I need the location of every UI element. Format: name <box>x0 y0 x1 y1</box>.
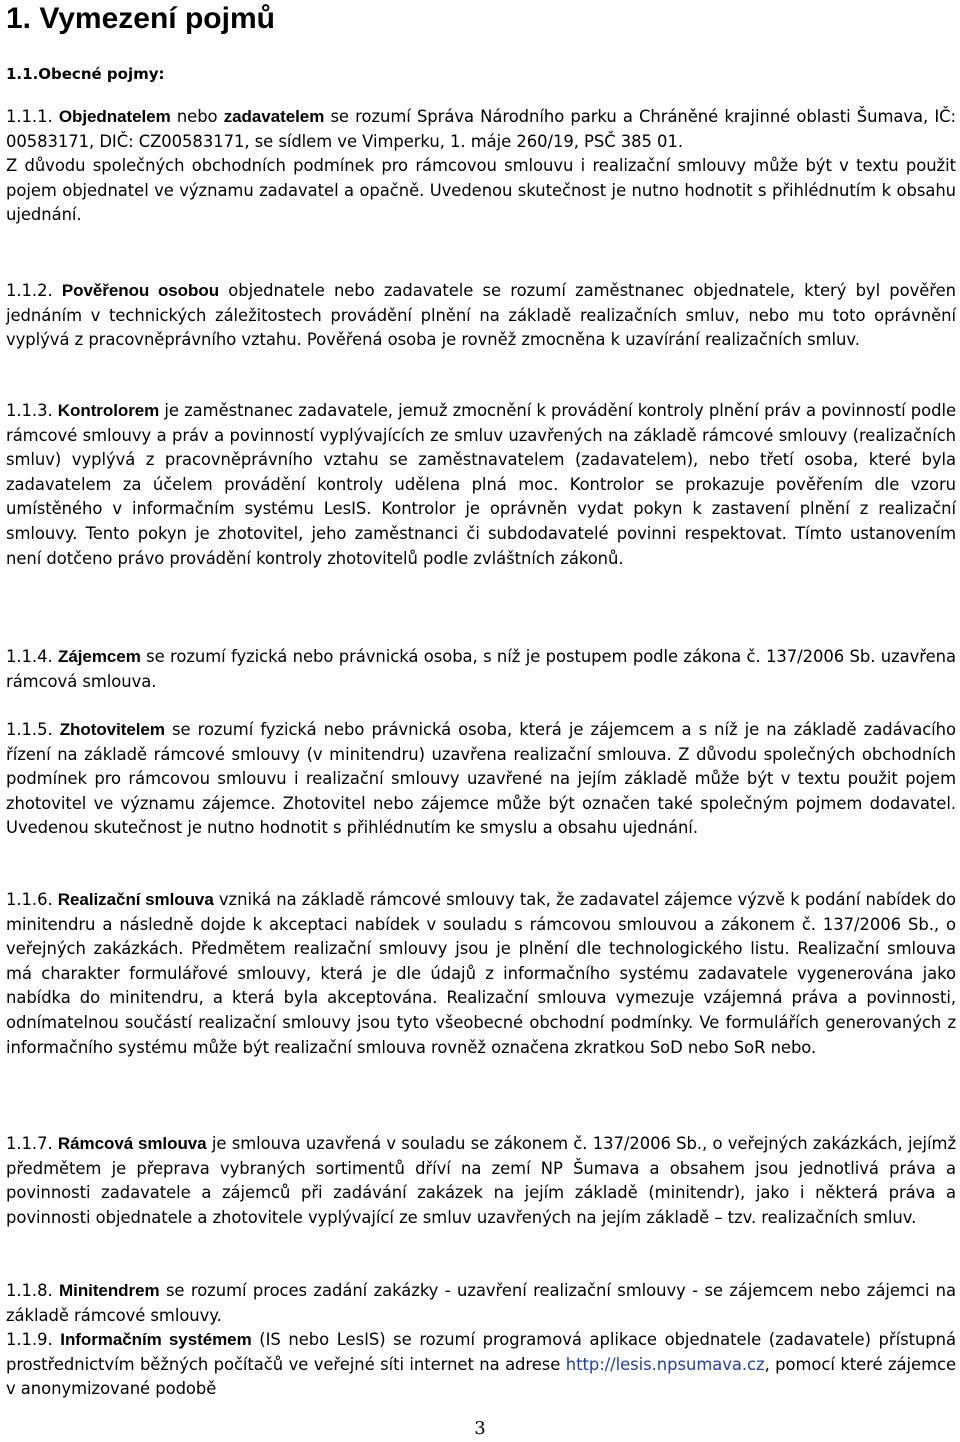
text: se rozumí proces zadání zakázky - uzavření realizační smlouvy - se zájemcem nebo zájemci na základě rámcové smlouvy. <box>6 1281 956 1325</box>
term-poverena-osoba: Pověřenou osobou <box>61 281 220 300</box>
definition-realizacni-smlouva <box>6 888 956 1060</box>
subsection-heading: 1.1.Obecné pojmy: <box>6 65 165 83</box>
text: se rozumí Správa Národního parku a Chráněné krajinné oblasti Šumava, IČ: 00583171, DIČ: CZ00583171, se sídlem ve Vimperku, 1. máje 260/19, PSČ 385 01. <box>6 107 956 151</box>
term-zadavatel: zadavatelem <box>223 107 325 126</box>
lesis-link[interactable]: http://lesis.npsumava.cz <box>565 1354 765 1374</box>
text: se rozumí fyzická nebo právnická osoba, která je zájemcem a s níž je na základě zadávacího řízení na základě rámcové smlouvy (v minitendru) uzavřena realizační smlouva. Z důvodu společných obchodních podmínek pro rámcovou smlouvu i realizační smlouvy uzavřené na jejím základě může být v textu použit pojem zhotovitel ve významu zájemce. Zhotovitel nebo zájemce může být označen také společným pojmem dodavatel. Uvedenou skutečnost je nutno hodnotit s přihlédnutím ke smyslu a obsahu ujednání. <box>6 720 956 838</box>
text: se rozumí fyzická nebo právnická osoba, s níž je postupem podle zákona č. 137/2006 Sb. uzavřena rámcová smlouva. <box>6 647 956 691</box>
definition-objednatel <box>6 105 956 228</box>
clause-number: 1.1.2. <box>6 281 53 300</box>
clause-number: 1.1.3. <box>6 401 53 420</box>
section-heading: 1. Vymezení pojmů <box>6 2 275 35</box>
text: (IS nebo LesIS) se rozumí programová aplikace objednatele (zadavatele) přístupná prostřednictvím běžných počítačů ve veřejné síti internet na adrese <box>6 1330 956 1374</box>
clause-number: 1.1.5. <box>6 720 53 739</box>
term-zajemce: Zájemcem <box>58 647 141 666</box>
text: je zaměstnanec zadavatele, jemuž zmocnění k provádění kontroly plnění práv a povinností podle rámcové smlouvy a práv a povinností vyplývajících ze smluv uzavřených na základě rámcové smlouvy (realizačních smluv) vyplývá z pracovněprávního vztahu se zaměstnavatelem (zadavatelem), nebo třetí osoba, které byla zadavatelem za účelem provádění kontroly udělena plná moc. Kontrolor se prokazuje pověřením dle vzoru umístěného v informačním systému LesIS. Kontrolor je oprávněn vydat pokyn k zastavení plnění z realizační smlouvy. Tento pokyn je zhotovitel, jeho zaměstnanci či subdodavatelé povinni respektovat. Tímto ustanovením není dotčeno právo provádění kontroly zhotovitelů podle zvláštních zákonů. <box>6 401 956 568</box>
term-objednatel: Objednatelem <box>58 107 171 126</box>
page-number: 3 <box>474 1418 486 1439</box>
text: , pomocí které zájemce v anonymizované podobě <box>6 1354 956 1399</box>
term-zhotovitel: Zhotovitelem <box>59 720 165 739</box>
term-realizacni-smlouva: Realizační smlouva <box>57 890 214 909</box>
clause-number: 1.1.4. <box>6 647 53 666</box>
definition-ramcova-smlouva <box>6 1132 956 1230</box>
text: Z důvodu společných obchodních podmínek pro rámcovou smlouvu i realizační smlouvy může být v textu použit pojem objednatel ve významu zadavatel a opačně. Uvedenou skutečnost je nutno hodnotit s přihlédnutím k obsahu ujednání. <box>6 156 956 225</box>
term-ramcova-smlouva: Rámcová smlouva <box>57 1134 207 1153</box>
definition-zhotovitel <box>6 718 956 841</box>
definition-zajemce <box>6 645 956 694</box>
term-kontrolor: Kontrolorem <box>57 401 160 420</box>
clause-number: 1.1.8. <box>6 1281 53 1300</box>
definition-poverena-osoba <box>6 279 956 353</box>
clause-number: 1.1.6. <box>6 890 53 909</box>
clause-number: 1.1.7. <box>6 1134 53 1153</box>
definition-minitendr <box>6 1279 956 1328</box>
definition-informacni-system <box>6 1328 956 1402</box>
clause-number: 1.1.1. <box>6 107 53 126</box>
text: nebo <box>170 107 224 126</box>
term-informacni-system: Informačním systémem <box>60 1330 252 1349</box>
term-minitendr: Minitendrem <box>59 1281 160 1300</box>
clause-number: 1.1.9. <box>6 1330 53 1349</box>
text: vzniká na základě rámcové smlouvy tak, že zadavatel zájemce výzvě k podání nabídek do minitendru a následně dojde k akceptaci nabídek v souladu s rámcovou smlouvou a zákonem č. 137/2006 Sb., o veřejných zakázkách. Předmětem realizační smlouvy jsou je plnění dle technologického listu. Realizační smlouva má charakter formulářové smlouvy, která je dle údajů z informačního systému zadavatele vygenerována jako nabídka do minitendru, a která byla akceptována. Realizační smlouva vymezuje vzájemná práva a povinnosti, odnímatelnou součástí realizační smlouvy jsou tyto všeobecné obchodní podmínky. Ve formulářích generovaných z informačního systému může být realizační smlouva rovněž označena zkratkou SoD nebo SoR nebo. <box>6 890 957 1057</box>
definition-kontrolor <box>6 399 956 571</box>
text: je smlouva uzavřená v souladu se zákonem č. 137/2006 Sb., o veřejných zakázkách, jejímž předmětem je přeprava vybraných sortimentů dříví na zemí NP Šumava a obsahem jsou jednotlivá práva a povinnosti zadavatele a zájemců při zadávání zakázek na jejím základě (minitendr), jako i některá práva a povinnosti objednatele a zhotovitele vyplývající ze smluv uzavřených na jejím základě – tzv. realizačních smluv. <box>6 1134 956 1227</box>
text: objednatele nebo zadavatele se rozumí zaměstnanec objednatele, který byl pověřen jednáním v technických záležitostech provádění plnění na základě realizačních smluv, nebo mu toto oprávnění vyplývá z pracovněprávního vztahu. Pověřená osoba je rovněž zmocněna k uzavírání realizačních smluv. <box>6 281 956 350</box>
